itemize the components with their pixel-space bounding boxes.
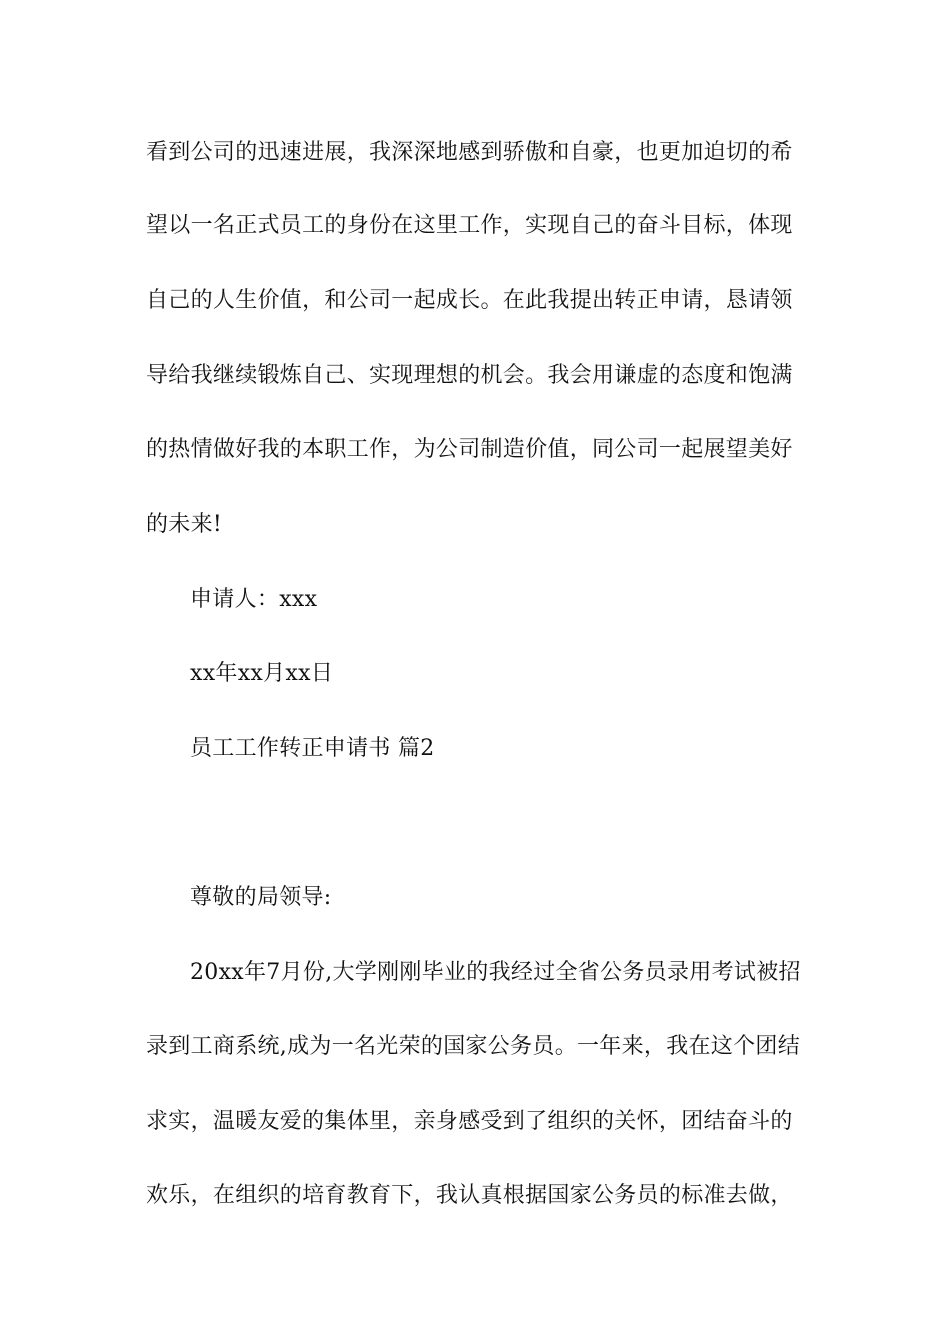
body-text-line: 的热情做好我的本职工作，为公司制造价值，同公司一起展望美好 <box>146 437 793 462</box>
section-title: 员工工作转正申请书 篇2 <box>190 736 435 761</box>
signature-date: xx年xx月xx日 <box>190 661 334 686</box>
body-text-line: 20xx年7月份,大学刚刚毕业的我经过全省公务员录用考试被招 <box>190 960 801 985</box>
salutation: 尊敬的局领导: <box>190 885 332 910</box>
body-text-line: 求实，温暖友爱的集体里，亲身感受到了组织的关怀，团结奋斗的 <box>146 1109 793 1134</box>
body-text-line: 的未来! <box>146 512 223 537</box>
body-text-line: 望以一名正式员工的身份在这里工作，实现自己的奋斗目标，体现 <box>146 213 793 238</box>
body-text-line: 自己的人生价值，和公司一起成长。在此我提出转正申请，恳请领 <box>146 288 793 313</box>
body-text-line: 录到工商系统,成为一名光荣的国家公务员。一年来，我在这个团结 <box>146 1034 800 1059</box>
applicant-signature: 申请人：xxx <box>190 587 318 612</box>
body-text-line: 看到公司的迅速进展，我深深地感到骄傲和自豪，也更加迫切的希 <box>146 140 793 165</box>
body-text-line: 导给我继续锻炼自己、实现理想的机会。我会用谦虚的态度和饱满 <box>146 363 793 388</box>
body-text-line: 欢乐，在组织的培育教育下，我认真根据国家公务员的标准去做， <box>146 1183 793 1208</box>
